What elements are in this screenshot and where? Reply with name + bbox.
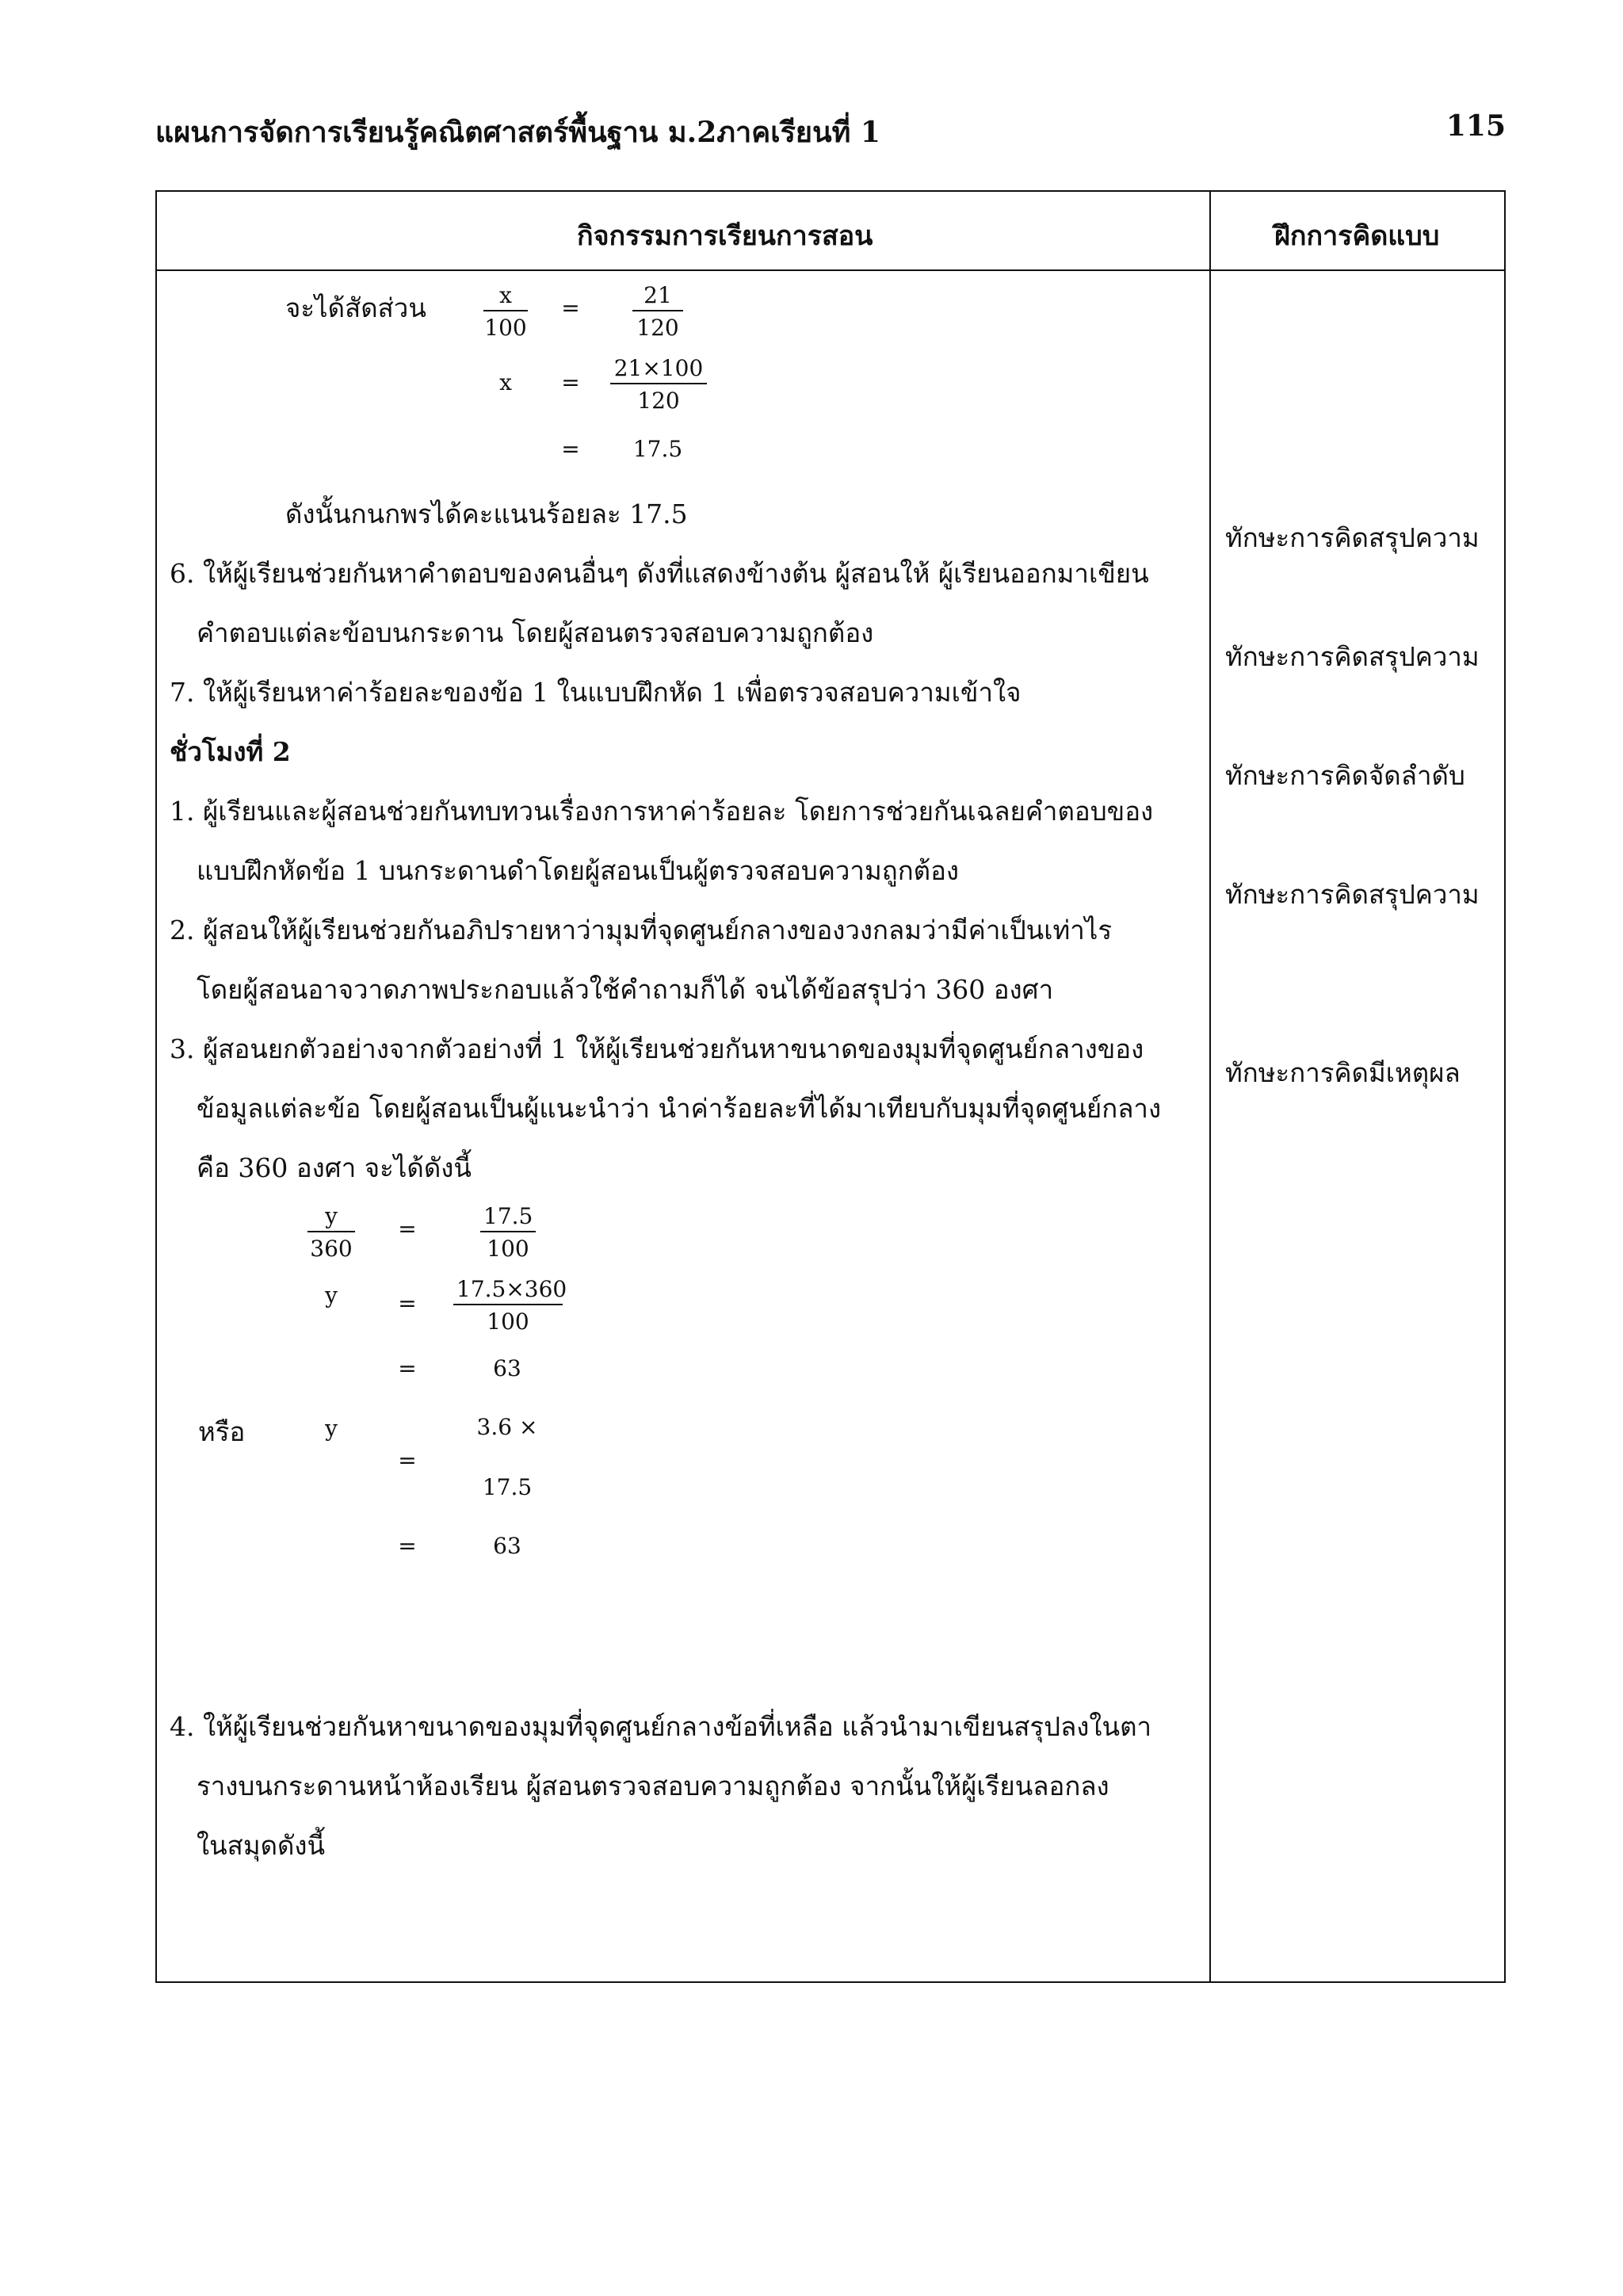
hour2-item-4-line-1: 4. ให้ผู้เรียนช่วยกันหาขนาดของมุมที่จุดศูนย์กลางข้อที่เหลือ แล้วนำมาเขียนสรุปลงในตา <box>170 1711 1152 1742</box>
value-17.5: 17.5 <box>482 1474 533 1500</box>
calc1-result: 17.5 <box>632 436 683 462</box>
fraction-21-over-120: $\frac{21}{120}$ <box>632 282 683 341</box>
hour2-item-1-line-1: 1. ผู้เรียนและผู้สอนช่วยกันทบทวนเรื่องการหาค่าร้อยละ โดยการช่วยกันเฉลยคำตอบของ <box>170 796 1154 827</box>
equals-sign: = <box>398 1216 417 1242</box>
column-divider <box>1209 190 1211 1983</box>
variable-y: y <box>325 1415 338 1442</box>
fraction-17.5-over-100: $\frac{17.5}{100}$ <box>480 1203 536 1262</box>
fraction-y-over-360: $\frac{y}{360}$ <box>307 1203 355 1262</box>
fraction-21x100-over-120: $\frac{21\times 100}{120}$ <box>610 355 707 414</box>
equals-sign: = <box>398 1290 417 1316</box>
skill-summarizing-1: ทักษะการคิดสรุปความ <box>1225 522 1480 553</box>
calc2-result-alt: 63 <box>493 1533 521 1559</box>
equals-sign: = <box>561 295 580 321</box>
hour2-item-3-line-3: คือ 360 องศา จะได้ดังนี้ <box>197 1152 472 1183</box>
hour2-item-1-line-2: แบบฝึกหัดข้อ 1 บนกระดานดำโดยผู้สอนเป็นผู้ตรวจสอบความถูกต้อง <box>197 855 960 886</box>
or-label: หรือ <box>198 1416 246 1447</box>
fraction-17.5x360-over-100: $\frac{17.5\times 360}{100}$ <box>453 1276 563 1335</box>
skill-summarizing-2: ทักษะการคิดสรุปความ <box>1225 641 1480 672</box>
hour-2-heading: ชั่วโมงที่ 2 <box>170 736 291 767</box>
hour2-item-4-line-3: ในสมุดดังนี้ <box>197 1830 326 1861</box>
header-row-divider <box>155 269 1506 271</box>
multiplier-3.6: 3.6 × <box>476 1414 538 1440</box>
skill-sequencing: ทักษะการคิดจัดลำดับ <box>1225 760 1465 791</box>
equals-sign: = <box>398 1533 417 1559</box>
item-7: 7. ให้ผู้เรียนหาค่าร้อยละของข้อ 1 ในแบบฝึกหัด 1 เพื่อตรวจสอบความเข้าใจ <box>170 677 1022 708</box>
skill-reasoning: ทักษะการคิดมีเหตุผล <box>1225 1057 1461 1088</box>
calc1-conclusion: ดังนั้นกนกพรได้คะแนนร้อยละ 17.5 <box>285 499 688 529</box>
hour2-item-3-line-1: 3. ผู้สอนยกตัวอย่างจากตัวอย่างที่ 1 ให้ผู้เรียนช่วยกันหาขนาดของมุมที่จุดศูนย์กลางของ <box>170 1033 1144 1064</box>
page-number: 115 <box>1445 109 1506 143</box>
calc1-lead-text: จะได้สัดส่วน <box>285 292 426 323</box>
equals-sign: = <box>561 369 580 395</box>
equals-sign: = <box>398 1355 417 1381</box>
equals-sign: = <box>398 1447 417 1473</box>
hour2-item-2-line-1: 2. ผู้สอนให้ผู้เรียนช่วยกันอภิปรายหาว่ามุมที่จุดศูนย์กลางของวงกลมว่ามีค่าเป็นเท่าไร <box>170 915 1113 946</box>
calc2-result: 63 <box>493 1355 521 1381</box>
equals-sign: = <box>561 436 580 462</box>
skill-summarizing-3: ทักษะการคิดสรุปความ <box>1225 879 1480 910</box>
variable-x: x <box>499 369 512 395</box>
fraction-x-over-100: $\frac{x}{100}$ <box>484 282 527 341</box>
hour2-item-3-line-2: ข้อมูลแต่ละข้อ โดยผู้สอนเป็นผู้แนะนำว่า นำค่าร้อยละที่ได้มาเทียบกับมุมที่จุดศูนย์กลาง <box>197 1093 1162 1124</box>
variable-y: y <box>325 1282 338 1308</box>
hour2-item-4-line-2: รางบนกระดานหน้าห้องเรียน ผู้สอนตรวจสอบความถูกต้อง จากนั้นให้ผู้เรียนลอกลง <box>197 1771 1109 1801</box>
hour2-item-2-line-2: โดยผู้สอนอาจวาดภาพประกอบแล้วใช้คำถามก็ได้ จนได้ข้อสรุปว่า 360 องศา <box>197 974 1054 1005</box>
item-6-line-1: 6. ให้ผู้เรียนช่วยกันหาคำตอบของคนอื่นๆ ดังที่แสดงข้างต้น ผู้สอนให้ ผู้เรียนออกมาเขียน <box>170 558 1149 589</box>
column-header-activities: กิจกรรมการเรียนการสอน <box>577 220 873 252</box>
item-6-line-2: คำตอบแต่ละข้อบนกระดาน โดยผู้สอนตรวจสอบความถูกต้อง <box>197 617 874 648</box>
page-header-title: แผนการจัดการเรียนรู้คณิตศาสตร์พื้นฐาน ม.2ภาคเรียนที่ 1 <box>155 116 880 149</box>
column-header-skills: ฝึกการคิดแบบ <box>1274 220 1440 252</box>
